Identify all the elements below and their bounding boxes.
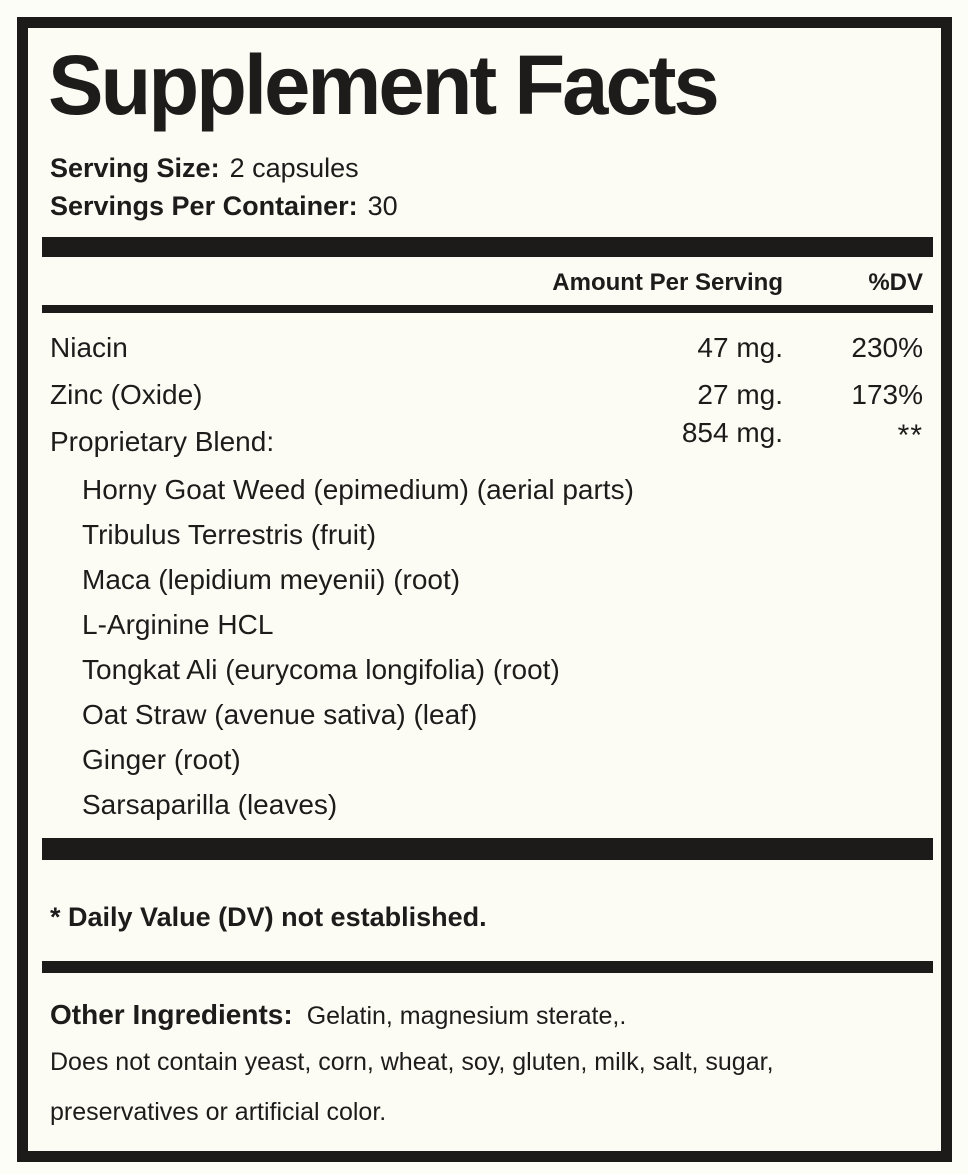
blend-ingredient-item: Ginger (root) [82, 744, 241, 776]
blend-ingredient-item: Maca (lepidium meyenii) (root) [82, 564, 461, 596]
nutrient-amount: 854 mg. [681, 417, 783, 449]
nutrient-dv-asterisks: ** [897, 419, 923, 453]
servings-per-container-label: Servings Per Container: [50, 191, 358, 222]
separator-bar-middle [42, 838, 933, 860]
serving-size-row [50, 152, 941, 186]
nutrient-table [28, 325, 941, 466]
blend-ingredient-list [82, 468, 941, 828]
header-underline-rule [42, 305, 933, 313]
separator-bar-top [42, 237, 933, 257]
other-ingredients-label: Other Ingredients: [50, 998, 293, 1030]
servings-per-container-row [50, 190, 941, 224]
nutrient-dv: 230% [851, 332, 923, 364]
amount-per-serving-header: Amount Per Serving [552, 268, 783, 296]
nutrient-dv: 173% [851, 379, 923, 411]
disclaimer-line-2: preservatives or artificial color. [50, 1098, 387, 1127]
blend-ingredient-item: Tribulus Terrestris (fruit) [82, 519, 377, 551]
nutrient-amount: 27 mg. [697, 379, 783, 411]
blend-ingredient-item: Sarsaparilla (leaves) [82, 789, 338, 821]
other-ingredients-row [50, 997, 941, 1033]
daily-value-footnote: * Daily Value (DV) not established. [50, 901, 487, 932]
nutrient-name: Proprietary Blend: [50, 426, 275, 458]
blend-ingredient-item: Horny Goat Weed (epimedium) (aerial parts) [82, 474, 634, 506]
nutrient-row-niacin [28, 325, 941, 372]
serving-size-value: 2 capsules [229, 153, 359, 184]
footnote-underline-rule [42, 961, 933, 973]
servings-per-container-value: 30 [367, 191, 398, 222]
dv-header: %DV [868, 268, 923, 296]
disclaimer-line-1: Does not contain yeast, corn, wheat, soy, gluten, milk, salt, sugar, [50, 1048, 774, 1077]
blend-ingredient-item: Oat Straw (avenue sativa) (leaf) [82, 699, 478, 731]
blend-ingredient-item: L-Arginine HCL [82, 609, 274, 641]
nutrient-amount: 47 mg. [697, 332, 783, 364]
nutrient-name: Niacin [50, 332, 128, 364]
serving-size-label: Serving Size: [50, 153, 220, 184]
nutrient-row-proprietary-blend [28, 419, 941, 466]
column-header-row [28, 269, 941, 297]
nutrient-name: Zinc (Oxide) [50, 379, 203, 411]
nutrient-row-zinc [28, 372, 941, 419]
panel-title: Supplement Facts [48, 38, 717, 132]
other-ingredients-value: Gelatin, magnesium sterate,. [306, 1001, 627, 1030]
supplement-facts-panel [17, 17, 952, 1162]
blend-ingredient-item: Tongkat Ali (eurycoma longifolia) (root) [82, 654, 560, 686]
